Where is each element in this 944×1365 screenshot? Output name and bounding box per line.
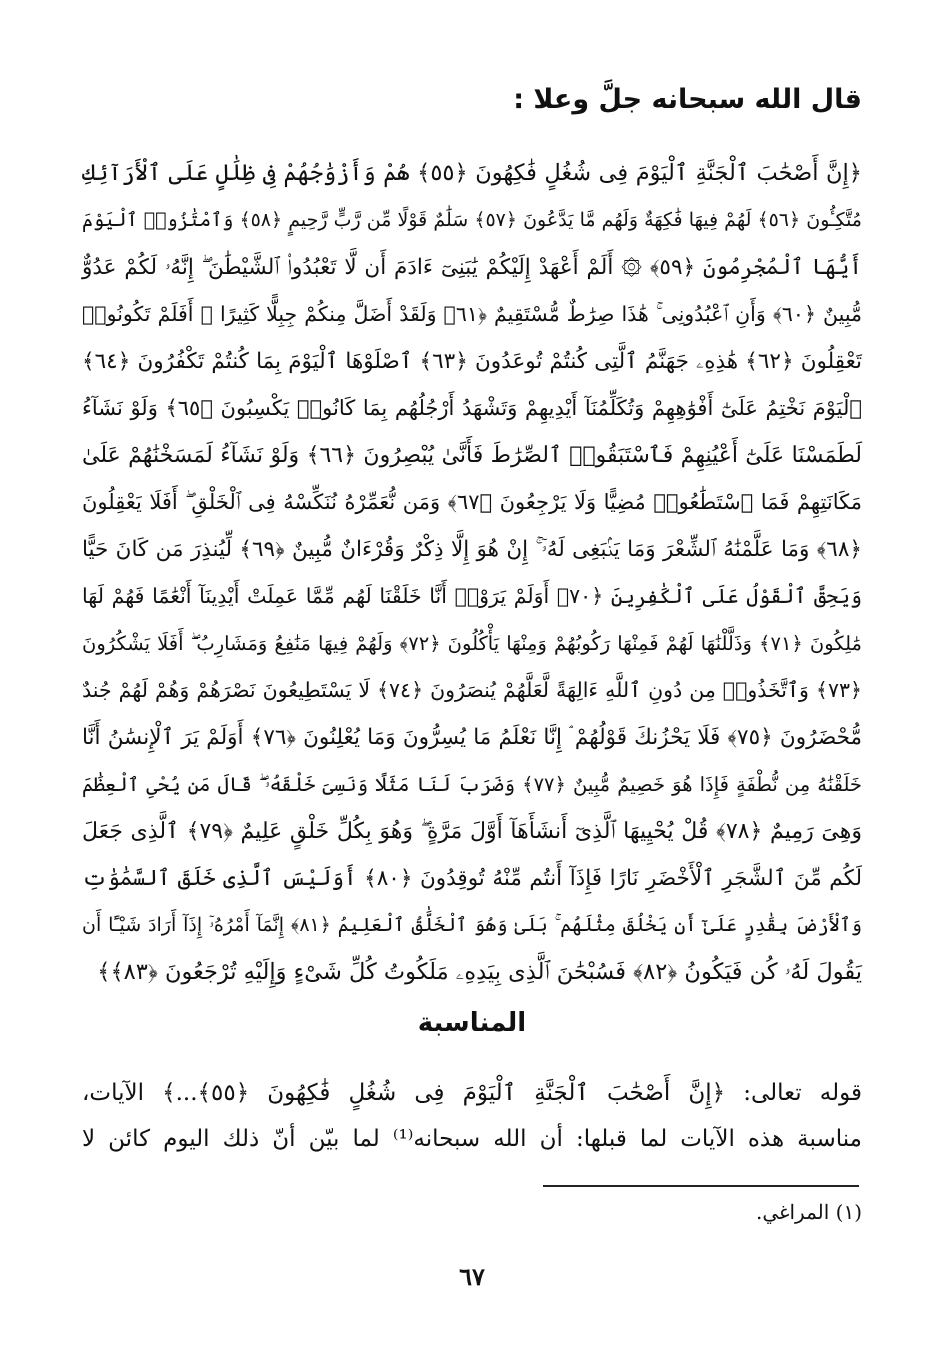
verse-line: ﴿إِنَّ أَصْحَٰبَ ٱلْجَنَّةِ ٱلْيَوْمَ فِى شُغُلٍ فَٰكِهُونَ ﴿٥٥﴾ هُمْ وَأَزْوَٰجُهُمْ فِى ظِلَٰلٍ عَلَى ٱلْأَرَآئِكِ <box>82 160 862 186</box>
verse-line: مُّحْضَرُونَ ﴿٧٥﴾ فَلَا يَحْزُنكَ قَوْلُهُمْ ۘ إِنَّا نَعْلَمُ مَا يُسِرُّونَ وَمَا يُعْلِنُونَ ﴿٧٦﴾ أَوَلَمْ يَرَ ٱلْإِنسَٰنُ أَنَّا <box>82 725 862 750</box>
verse-line: مَٰلِكُونَ ﴿٧١﴾ وَذَلَّلْنَٰهَا لَهُمْ فَمِنْهَا رَكُوبُهُمْ وَمِنْهَا يَأْكُلُونَ ﴿٧٢﴾ وَلَهُمْ فِيهَا مَنَٰفِعُ وَمَشَارِبُ ۖ أَفَلَا يَشْكُرُونَ <box>82 632 862 655</box>
verse-line: وَٱلْأَرْضَ بِقَٰدِرٍ عَلَىٰٓ أَن يَخْلُقَ مِثْلَهُم ۚ بَلَىٰ وَهُوَ ٱلْخَلَّٰقُ ٱلْعَلِيمُ ﴿٨١﴾ إِنَّمَآ أَمْرُهُۥٓ إِذَآ أَرَادَ شَيْـًٔا أَن <box>82 914 863 936</box>
verse-line: ﴿٦٨﴾ وَمَا عَلَّمْنَٰهُ ٱلشِّعْرَ وَمَا يَنۢبَغِى لَهُۥٓ ۚ إِنْ هُوَ إِلَّا ذِكْرٌ وَقُرْءَانٌ مُّبِينٌ ﴿٦٩﴾ لِّيُنذِرَ مَن كَانَ حَيًّا <box>82 537 862 562</box>
verse-line: مُتَّكِـُٔونَ ﴿٥٦﴾ لَهُمْ فِيهَا فَٰكِهَةٌ وَلَهُم مَّا يَدَّعُونَ ﴿٥٧﴾ سَلَٰمٌ قَوْلًا مِّن رَّبٍّ رَّحِيمٍ ﴿٥٨﴾ وَٱمْتَٰزُوا۟ ٱلْيَوْمَ <box>82 209 862 231</box>
page-heading: قال الله سبحانه جلَّ وعلا : <box>513 84 862 115</box>
verse-line: أَيُّهَا ٱلْمُجْرِمُونَ ﴿٥٩﴾ ۞ أَلَمْ أَعْهَدْ إِلَيْكُمْ يَٰبَنِىٓ ءَادَمَ أَن لَّا تَعْبُدُوا۟ ٱلشَّيْطَٰنَ ۖ إِنَّهُۥ لَكُمْ عَدُوٌّ <box>82 255 862 280</box>
paragraph-line: مناسبة هذه الآيات لما قبلها: أن الله سبحانه⁽¹⁾ لما بيّن أنّ ذلك اليوم كائن لا <box>82 1126 862 1152</box>
verse-line: تَعْقِلُونَ ﴿٦٢﴾ هَٰذِهِۦ جَهَنَّمُ ٱلَّتِى كُنتُمْ تُوعَدُونَ ﴿٦٣﴾ ٱصْلَوْهَا ٱلْيَوْمَ بِمَا كُنتُمْ تَكْفُرُونَ ﴿٦٤﴾ <box>82 349 862 374</box>
quran-verses-block <box>82 150 862 996</box>
verse-line: وَهِىَ رَمِيمٌ ﴿٧٨﴾ قُلْ يُحْيِيهَا ٱلَّذِىٓ أَنشَأَهَآ أَوَّلَ مَرَّةٍ ۖ وَهُوَ بِكُلِّ خَلْقٍ عَلِيمٌ ﴿٧٩﴾ ٱلَّذِى جَعَلَ <box>82 819 862 844</box>
verse-line: يَقُولَ لَهُۥ كُن فَيَكُونُ ﴿٨٢﴾ فَسُبْحَٰنَ ٱلَّذِى بِيَدِهِۦ مَلَكُوتُ كُلِّ شَىْءٍ وَإِلَيْهِ تُرْجَعُونَ ﴿٨٣﴾﴾ <box>97 959 862 985</box>
verse-line: ٱلْيَوْمَ نَخْتِمُ عَلَىٰٓ أَفْوَٰهِهِمْ وَتُكَلِّمُنَآ أَيْدِيهِمْ وَتَشْهَدُ أَرْجُلُهُم بِمَا كَانُوا۟ يَكْسِبُونَ ﴿٦٥﴾ وَلَوْ نَشَآءُ <box>82 396 862 420</box>
footnote: (١) المراغي. <box>755 1200 862 1224</box>
page-number: ٦٧ <box>459 1262 485 1291</box>
section-subheading: المناسبة <box>417 1008 527 1038</box>
commentary-paragraph <box>82 1070 862 1162</box>
verse-line: مُّبِينٌ ﴿٦٠﴾ وَأَنِ ٱعْبُدُونِى ۚ هَٰذَا صِرَٰطٌ مُّسْتَقِيمٌ ﴿٦١﴾ وَلَقَدْ أَضَلَّ مِنكُمْ جِبِلًّا كَثِيرًا ۖ أَفَلَمْ تَكُونُوا۟ <box>82 302 862 326</box>
verse-line: مَكَانَتِهِمْ فَمَا ٱسْتَطَٰعُوا۟ مُضِيًّا وَلَا يَرْجِعُونَ ﴿٦٧﴾ وَمَن نُّعَمِّرْهُ نُنَكِّسْهُ فِى ٱلْخَلْقِ ۖ أَفَلَا يَعْقِلُونَ <box>82 490 862 514</box>
verse-line: ﴿٧٣﴾ وَٱتَّخَذُوا۟ مِن دُونِ ٱللَّهِ ءَالِهَةً لَّعَلَّهُمْ يُنصَرُونَ ﴿٧٤﴾ لَا يَسْتَطِيعُونَ نَصْرَهُمْ وَهُمْ لَهُمْ جُندٌ <box>82 678 862 702</box>
verse-line: وَيَحِقَّ ٱلْقَوْلُ عَلَى ٱلْكَٰفِرِينَ ﴿٧٠﴾ أَوَلَمْ يَرَوْا۟ أَنَّا خَلَقْنَا لَهُم مِّمَّا عَمِلَتْ أَيْدِينَآ أَنْعَٰمًا فَهُمْ لَهَا <box>82 584 862 608</box>
paragraph-line: قوله تعالى: ﴿إِنَّ أَصْحَٰبَ ٱلْجَنَّةِ ٱلْيَوْمَ فِى شُغُلٍ فَٰكِهُونَ ﴿٥٥﴾...﴾ الآيات، <box>82 1080 862 1106</box>
footnote-separator <box>543 1185 859 1187</box>
verse-line: خَلَقْنَٰهُ مِن نُّطْفَةٍ فَإِذَا هُوَ خَصِيمٌ مُّبِينٌ ﴿٧٧﴾ وَضَرَبَ لَنَا مَثَلًا وَنَسِىَ خَلْقَهُۥ ۖ قَالَ مَن يُحْىِ ٱلْعِظَٰمَ <box>82 773 862 796</box>
verse-line: لَكُم مِّنَ ٱلشَّجَرِ ٱلْأَخْضَرِ نَارًا فَإِذَآ أَنتُم مِّنْهُ تُوقِدُونَ ﴿٨٠﴾ أَوَلَيْسَ ٱلَّذِى خَلَقَ ٱلسَّمَٰوَٰتِ <box>82 866 863 891</box>
verse-line: لَطَمَسْنَا عَلَىٰٓ أَعْيُنِهِمْ فَٱسْتَبَقُوا۟ ٱلصِّرَٰطَ فَأَنَّىٰ يُبْصِرُونَ ﴿٦٦﴾ وَلَوْ نَشَآءُ لَمَسَخْنَٰهُمْ عَلَىٰ <box>82 443 862 468</box>
